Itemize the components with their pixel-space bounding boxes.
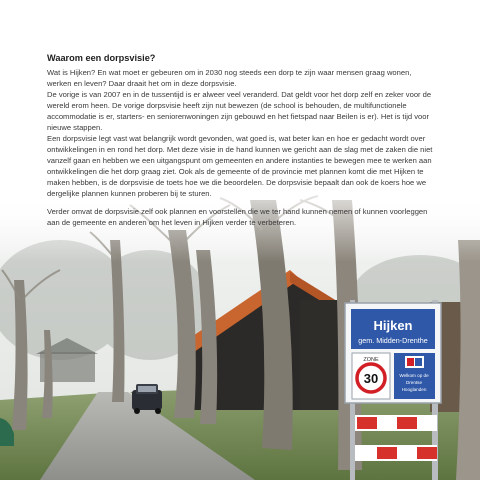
sign-welcome-line2: Drentse <box>405 380 423 385</box>
article <box>47 52 435 228</box>
sign-welcome-line1: Welkom op de <box>399 373 429 378</box>
article-paragraph-3: Een dorpsvisie legt vast wat belangrijk wordt gevonden, wat goed is, wat beter kan en hoe er gedacht wordt over ontwikkelingen in en rond het dorp. Met deze visie in de hand kunnen we gericht aan de slag met de zaken die niet vanzelf gaan en hebben we een uitgangspunt om gemeenten en andere instanties te bewegen mee te werken aan ontwikkelingen die het dorp graag ziet. Ook als de gemeente of de provincie met plannen komt die met Hijken te maken hebben, is de dorpsvisie de toets hoe we die beoordelen. De dorpsvisie bepaalt dan ook de koers hoe we dergelijke plannen kunnen proberen bij te sturen. <box>47 134 433 198</box>
article-heading: Waarom een dorpsvisie? <box>47 53 156 63</box>
article-paragraph-2: De vorige is van 2007 en in de tussentijd is er alweer veel veranderd. Dat geldt voor het dorp zelf en zeker voor de wereld erom heen. De vorige dorpsvisie heeft zijn nut bewezen (de school is behouden, de multifunctionele accommodatie is er, starters- en seniorenwoningen zijn gebouwd en het fietspad naar Beilen is er). Het is tijd voor nieuwe stappen. <box>47 90 432 132</box>
sign-welcome-line3: Hooglanden <box>401 387 427 392</box>
sign-place-name: Hijken <box>373 318 413 333</box>
sign-municipality: gem. Midden-Drenthe <box>358 336 428 345</box>
article-paragraph-4: Verder omvat de dorpsvisie zelf ook plannen en voorstellen die we ter hand kunnen nemen of kunnen voorleggen aan de gemeente en anderen om het leven in Hijken verder te verbeteren. <box>47 207 428 227</box>
article-paragraph-1: Wat is Hijken? En wat moet er gebeuren om in 2030 nog steeds een dorp te zijn waar mensen graag wonen, werken en leven? Daar draait het om in deze dorpsvisie. <box>47 68 412 88</box>
paragraph-spacer <box>47 199 435 206</box>
sign-speed-limit: 30 <box>363 371 379 386</box>
sign-zone-label: ZONE <box>363 357 379 363</box>
